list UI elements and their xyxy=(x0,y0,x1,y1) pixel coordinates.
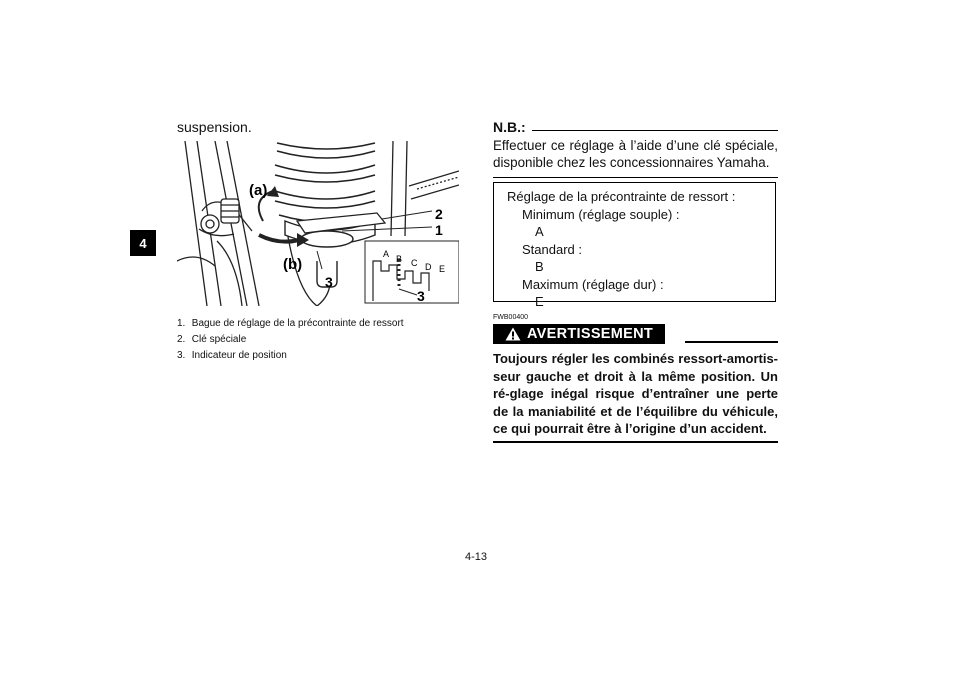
caption-item: 2. Clé spéciale xyxy=(177,334,247,345)
chapter-tab: 4 xyxy=(130,230,156,256)
spec-box xyxy=(493,182,776,309)
label-b: (b) xyxy=(283,256,303,273)
suspension-figure xyxy=(177,141,459,306)
label-1: 1 xyxy=(435,222,443,238)
figure-captions xyxy=(177,316,404,364)
page-number: 4-13 xyxy=(465,551,488,563)
note-bottom-rule xyxy=(493,177,778,178)
warning-code: FWB00400 xyxy=(493,314,529,321)
scale-letter-a: A xyxy=(383,249,390,259)
warning-block xyxy=(493,324,778,443)
warning-bottom-rule xyxy=(493,441,778,443)
label-3-inset: 3 xyxy=(417,288,425,304)
scale-letter-b: B xyxy=(396,254,403,264)
note-rule xyxy=(532,130,778,131)
warning-text: Toujours régler les combinés ressort-amortis-seur gauche et droit à la même position. Un ré-glage inégal risque d’entraîner une perte de la maniabilité et de l’équilibre du véhicule, ce qui pourrait être à l’origine d’un accident. xyxy=(493,351,778,436)
scale-letter-c: C xyxy=(411,258,418,268)
note-block xyxy=(493,119,778,178)
warning-badge xyxy=(493,324,665,344)
scale-letter-e: E xyxy=(439,264,446,274)
intro-text: suspension. xyxy=(177,119,252,135)
warning-triangle-icon xyxy=(505,327,521,341)
scale-letter-d: D xyxy=(425,262,432,272)
spec-std-value: B xyxy=(535,259,544,274)
caption-item: 3. Indicateur de position xyxy=(177,350,287,361)
spec-min-value: A xyxy=(535,224,544,239)
spec-max-label: Maximum (réglage dur) : xyxy=(522,276,664,292)
warning-rule xyxy=(685,341,778,343)
note-text: Effectuer ce réglage à l’aide d’une clé spéciale, disponible chez les concessionnaires Yamaha. xyxy=(493,138,778,170)
spec-title: Réglage de la précontrainte de ressort : xyxy=(507,189,736,204)
spec-max-value: E xyxy=(535,294,544,309)
label-2: 2 xyxy=(435,206,443,222)
label-3-main: 3 xyxy=(325,274,333,290)
caption-item: 1. Bague de réglage de la précontrainte de ressort xyxy=(177,318,404,329)
label-a: (a) xyxy=(249,182,268,199)
note-title: N.B.: xyxy=(493,119,526,135)
warning-title: AVERTISSEMENT xyxy=(526,326,654,342)
spec-std-label: Standard : xyxy=(522,241,582,257)
spec-min-label: Minimum (réglage souple) : xyxy=(522,206,680,222)
